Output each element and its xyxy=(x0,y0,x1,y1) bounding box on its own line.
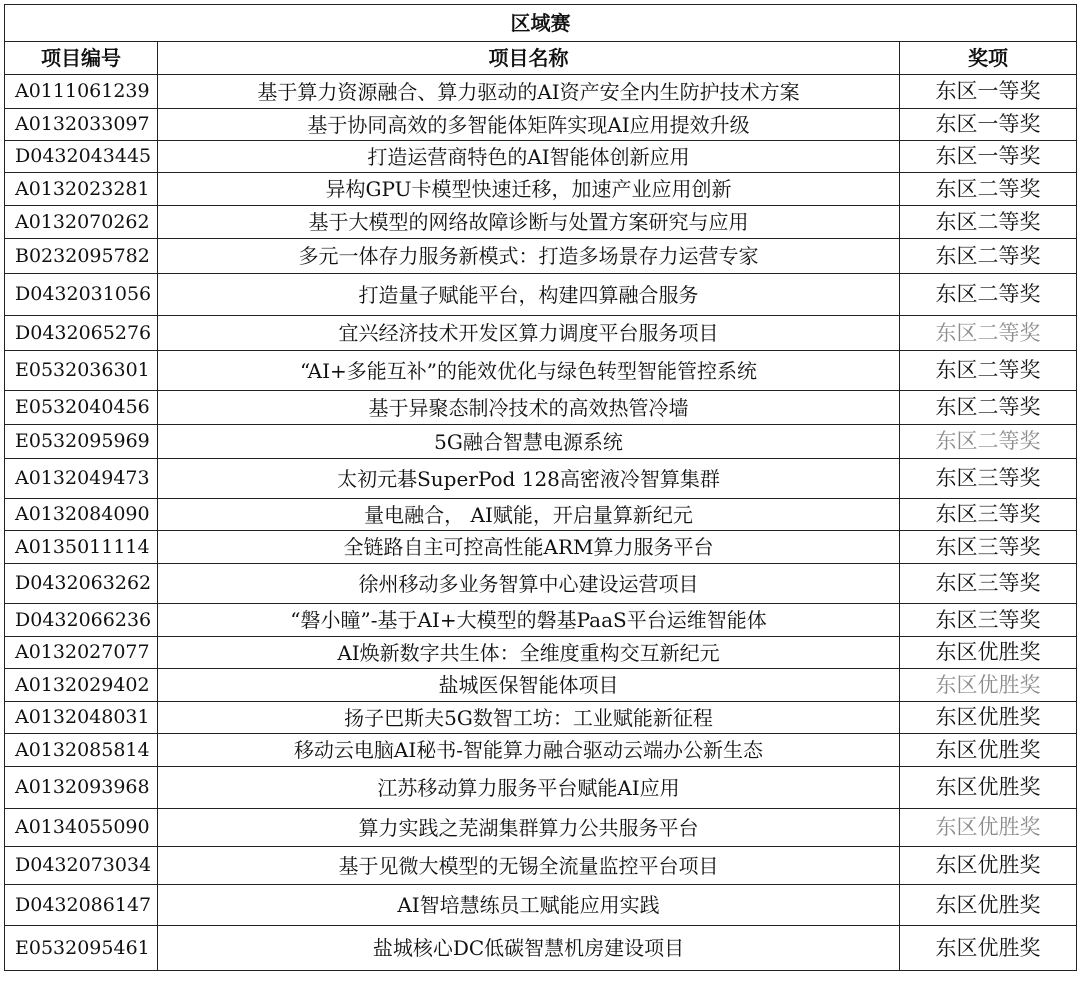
project-name-cell: 太初元碁SuperPod 128高密液冷智算集群 xyxy=(158,459,900,499)
column-header-code: 项目编号 xyxy=(5,42,158,75)
table-row xyxy=(5,564,1077,604)
table-row xyxy=(5,391,1077,425)
award-cell: 东区优胜奖 xyxy=(900,926,1077,971)
award-cell: 东区一等奖 xyxy=(900,141,1077,173)
project-name-cell: AI焕新数字共生体：全维度重构交互新纪元 xyxy=(158,637,900,669)
project-name-cell: 徐州移动多业务智算中心建设运营项目 xyxy=(158,564,900,604)
table-row xyxy=(5,351,1077,391)
project-code-cell: A0132033097 xyxy=(5,109,158,141)
project-code-cell: A0135011114 xyxy=(5,531,158,564)
column-header-name: 项目名称 xyxy=(158,42,900,75)
table-row xyxy=(5,734,1077,767)
table-title-row xyxy=(5,5,1077,42)
table-row xyxy=(5,885,1077,926)
table-header-row xyxy=(5,42,1077,75)
award-cell: 东区二等奖 xyxy=(900,173,1077,206)
project-code-cell: E0532095969 xyxy=(5,425,158,459)
project-code-cell: D0432043445 xyxy=(5,141,158,173)
project-code-cell: A0132027077 xyxy=(5,637,158,669)
project-code-cell: E0532036301 xyxy=(5,351,158,391)
project-name-cell: 盐城核心DC低碳智慧机房建设项目 xyxy=(158,926,900,971)
award-cell: 东区二等奖 xyxy=(900,206,1077,239)
project-code-cell: A0132085814 xyxy=(5,734,158,767)
table-row xyxy=(5,425,1077,459)
project-code-cell: D0432031056 xyxy=(5,274,158,316)
project-name-cell: “磐小瞳”-基于AI+大模型的磐基PaaS平台运维智能体 xyxy=(158,604,900,637)
table-row xyxy=(5,206,1077,239)
award-cell: 东区优胜奖 xyxy=(900,734,1077,767)
award-cell: 东区二等奖 xyxy=(900,316,1077,351)
project-name-cell: 扬子巴斯夫5G数智工坊：工业赋能新征程 xyxy=(158,702,900,734)
table-row xyxy=(5,141,1077,173)
table-row xyxy=(5,316,1077,351)
table-row xyxy=(5,637,1077,669)
award-cell: 东区优胜奖 xyxy=(900,637,1077,669)
project-name-cell: 盐城医保智能体项目 xyxy=(158,669,900,702)
award-table xyxy=(4,4,1077,971)
project-name-cell: 5G融合智慧电源系统 xyxy=(158,425,900,459)
award-cell: 东区一等奖 xyxy=(900,109,1077,141)
project-name-cell: 江苏移动算力服务平台赋能AI应用 xyxy=(158,767,900,809)
project-name-cell: 基于协同高效的多智能体矩阵实现AI应用提效升级 xyxy=(158,109,900,141)
award-cell: 东区优胜奖 xyxy=(900,809,1077,847)
award-cell: 东区优胜奖 xyxy=(900,669,1077,702)
table-row xyxy=(5,109,1077,141)
award-cell: 东区一等奖 xyxy=(900,75,1077,109)
project-code-cell: A0111061239 xyxy=(5,75,158,109)
award-cell: 东区二等奖 xyxy=(900,239,1077,274)
table-row xyxy=(5,239,1077,274)
project-name-cell: 基于大模型的网络故障诊断与处置方案研究与应用 xyxy=(158,206,900,239)
award-cell: 东区三等奖 xyxy=(900,531,1077,564)
project-code-cell: D0432063262 xyxy=(5,564,158,604)
project-name-cell: 基于异聚态制冷技术的高效热管冷墙 xyxy=(158,391,900,425)
project-name-cell: 打造运营商特色的AI智能体创新应用 xyxy=(158,141,900,173)
project-code-cell: A0132093968 xyxy=(5,767,158,809)
table-row xyxy=(5,809,1077,847)
award-cell: 东区优胜奖 xyxy=(900,702,1077,734)
project-code-cell: D0432086147 xyxy=(5,885,158,926)
award-cell: 东区优胜奖 xyxy=(900,885,1077,926)
award-cell: 东区二等奖 xyxy=(900,351,1077,391)
project-code-cell: A0134055090 xyxy=(5,809,158,847)
project-code-cell: A0132029402 xyxy=(5,669,158,702)
table-row xyxy=(5,499,1077,531)
table-row xyxy=(5,669,1077,702)
table-row xyxy=(5,604,1077,637)
table-row xyxy=(5,702,1077,734)
table-row xyxy=(5,274,1077,316)
project-name-cell: 宜兴经济技术开发区算力调度平台服务项目 xyxy=(158,316,900,351)
table-title: 区域赛 xyxy=(5,5,1077,42)
award-cell: 东区二等奖 xyxy=(900,425,1077,459)
project-name-cell: 打造量子赋能平台，构建四算融合服务 xyxy=(158,274,900,316)
award-cell: 东区优胜奖 xyxy=(900,767,1077,809)
project-name-cell: 多元一体存力服务新模式：打造多场景存力运营专家 xyxy=(158,239,900,274)
project-name-cell: 量电融合， AI赋能，开启量算新纪元 xyxy=(158,499,900,531)
award-cell: 东区三等奖 xyxy=(900,499,1077,531)
award-cell: 东区二等奖 xyxy=(900,274,1077,316)
project-code-cell: A0132084090 xyxy=(5,499,158,531)
award-cell: 东区二等奖 xyxy=(900,391,1077,425)
table-row xyxy=(5,847,1077,885)
project-code-cell: D0432066236 xyxy=(5,604,158,637)
project-code-cell: A0132049473 xyxy=(5,459,158,499)
award-cell: 东区三等奖 xyxy=(900,604,1077,637)
award-cell: 东区优胜奖 xyxy=(900,847,1077,885)
project-name-cell: 异构GPU卡模型快速迁移，加速产业应用创新 xyxy=(158,173,900,206)
project-code-cell: A0132070262 xyxy=(5,206,158,239)
project-code-cell: E0532095461 xyxy=(5,926,158,971)
project-name-cell: “AI+多能互补”的能效优化与绿色转型智能管控系统 xyxy=(158,351,900,391)
project-code-cell: B0232095782 xyxy=(5,239,158,274)
project-name-cell: AI智培慧练员工赋能应用实践 xyxy=(158,885,900,926)
table-row xyxy=(5,75,1077,109)
project-name-cell: 全链路自主可控高性能ARM算力服务平台 xyxy=(158,531,900,564)
table-row xyxy=(5,459,1077,499)
project-name-cell: 基于见微大模型的无锡全流量监控平台项目 xyxy=(158,847,900,885)
project-code-cell: E0532040456 xyxy=(5,391,158,425)
table-row xyxy=(5,531,1077,564)
project-code-cell: A0132048031 xyxy=(5,702,158,734)
table-row xyxy=(5,926,1077,971)
table-row xyxy=(5,173,1077,206)
project-name-cell: 基于算力资源融合、算力驱动的AI资产安全内生防护技术方案 xyxy=(158,75,900,109)
project-code-cell: A0132023281 xyxy=(5,173,158,206)
project-code-cell: D0432073034 xyxy=(5,847,158,885)
project-code-cell: D0432065276 xyxy=(5,316,158,351)
award-cell: 东区三等奖 xyxy=(900,459,1077,499)
table-row xyxy=(5,767,1077,809)
project-name-cell: 算力实践之芜湖集群算力公共服务平台 xyxy=(158,809,900,847)
award-cell: 东区三等奖 xyxy=(900,564,1077,604)
project-name-cell: 移动云电脑AI秘书-智能算力融合驱动云端办公新生态 xyxy=(158,734,900,767)
column-header-award: 奖项 xyxy=(900,42,1077,75)
